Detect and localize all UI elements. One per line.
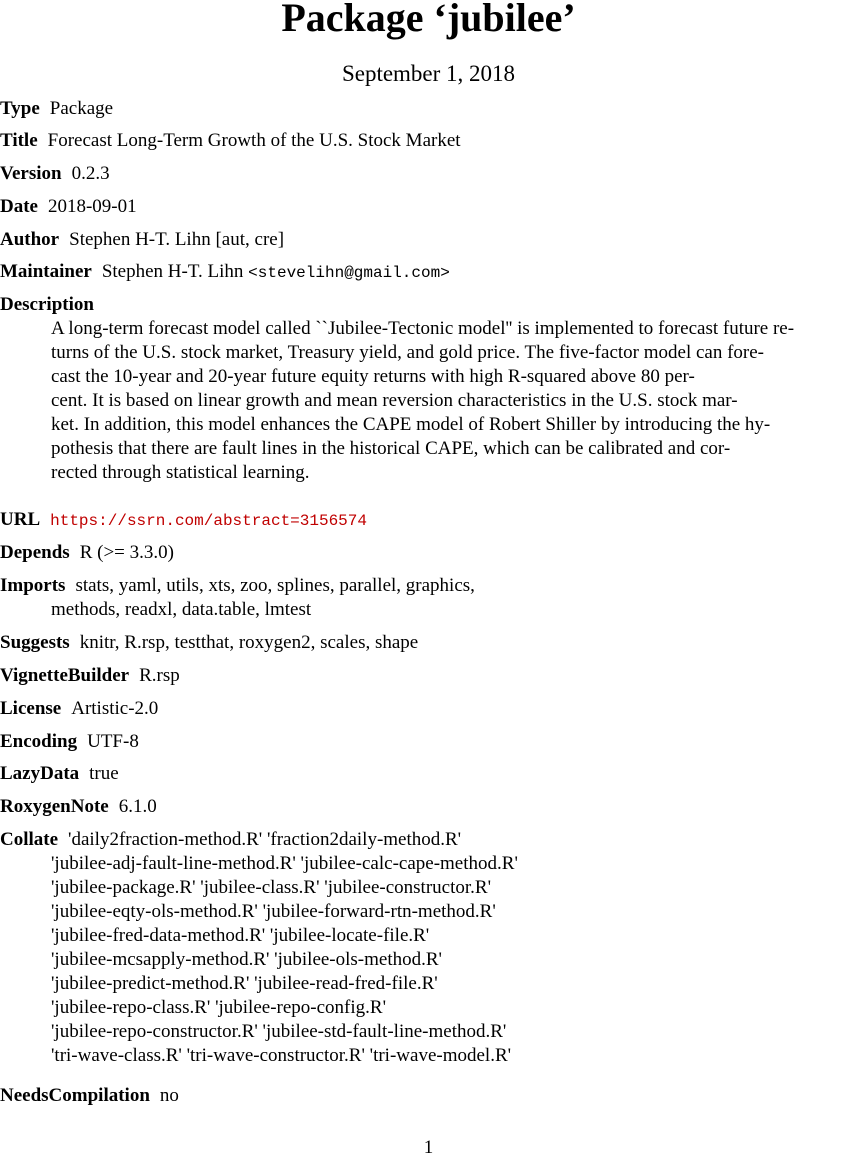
field-value: knitr, R.rsp, testthat, roxygen2, scales, shape [79, 632, 419, 653]
field-label: Author [0, 229, 60, 250]
field-label: Version [0, 163, 62, 184]
collate-line: 'jubilee-mcsapply-method.R' 'jubilee-ols-method.R' [51, 949, 442, 970]
field-value: R (>= 3.3.0) [79, 542, 174, 563]
field-value-continued: methods, readxl, data.table, lmtest [51, 599, 312, 620]
package-title: Package ‘jubilee’ [281, 0, 576, 40]
field-imports [0, 574, 857, 622]
field-label: URL [0, 509, 41, 530]
field-value: 0.2.3 [71, 163, 110, 184]
field-encoding [0, 730, 857, 754]
description-line: turns of the U.S. stock market, Treasury yield, and gold price. The five-factor model can fore- [51, 342, 765, 363]
field-depends [0, 541, 857, 565]
collate-line: 'jubilee-repo-class.R' 'jubilee-repo-config.R' [51, 997, 386, 1018]
collate-line: 'tri-wave-class.R' 'tri-wave-constructor.R' 'tri-wave-model.R' [51, 1045, 512, 1066]
field-value: Stephen H-T. Lihn [aut, cre] [69, 229, 285, 250]
field-label: Encoding [0, 731, 78, 752]
field-description [0, 293, 857, 485]
field-url [0, 508, 857, 533]
field-value: Forecast Long-Term Growth of the U.S. Stock Market [47, 130, 461, 151]
description-line: A long-term forecast model called ``Jubilee-Tectonic model'' is implemented to forecast future re- [51, 318, 795, 339]
field-label: Suggests [0, 632, 70, 653]
field-value: true [89, 763, 119, 784]
field-collate [0, 828, 857, 1068]
maintainer-email: <stevelihn@gmail.com> [248, 264, 450, 282]
field-label: Type [0, 98, 40, 119]
description-line: pothesis that there are fault lines in the historical CAPE, which can be calibrated and cor- [51, 438, 731, 459]
collate-line: 'jubilee-predict-method.R' 'jubilee-read-fred-file.R' [51, 973, 438, 994]
description-line: rected through statistical learning. [51, 462, 310, 483]
field-title [0, 129, 857, 153]
url-link[interactable]: https://ssrn.com/abstract=3156574 [50, 512, 367, 530]
field-suggests [0, 631, 857, 655]
description-line: ket. In addition, this model enhances the CAPE model of Robert Shiller by introducing the hy- [51, 414, 771, 435]
field-vignette-builder [0, 664, 857, 688]
field-type [0, 97, 857, 121]
field-value: UTF-8 [87, 731, 139, 752]
collate-line: 'jubilee-repo-constructor.R' 'jubilee-std-fault-line-method.R' [51, 1021, 507, 1042]
maintainer-name: Stephen H-T. Lihn [101, 261, 244, 282]
field-value: Artistic-2.0 [71, 698, 159, 719]
page-number: 1 [423, 1137, 434, 1158]
collate-line: 'jubilee-adj-fault-line-method.R' 'jubilee-calc-cape-method.R' [51, 853, 518, 874]
field-author [0, 228, 857, 252]
field-value: 2018-09-01 [47, 196, 137, 217]
field-label: Title [0, 130, 38, 151]
field-label: VignetteBuilder [0, 665, 130, 686]
field-value: stats, yaml, utils, xts, zoo, splines, parallel, graphics, [75, 575, 475, 596]
collate-line: 'jubilee-fred-data-method.R' 'jubilee-locate-file.R' [51, 925, 430, 946]
field-label: Maintainer [0, 261, 92, 282]
field-label: LazyData [0, 763, 80, 784]
description-line: cast the 10-year and 20-year future equity returns with high R-squared above 80 per- [51, 366, 695, 387]
field-value: no [159, 1085, 179, 1106]
field-label: RoxygenNote [0, 796, 109, 817]
field-roxygen-note [0, 795, 857, 819]
field-version [0, 162, 857, 186]
field-value: Package [49, 98, 114, 119]
field-label: License [0, 698, 62, 719]
field-label: Description [0, 294, 94, 315]
document-date: September 1, 2018 [341, 61, 516, 86]
field-lazy-data [0, 762, 857, 786]
collate-line: 'jubilee-eqty-ols-method.R' 'jubilee-forward-rtn-method.R' [51, 901, 496, 922]
field-value: 'daily2fraction-method.R' 'fraction2daily-method.R' [68, 829, 462, 850]
field-label: Imports [0, 575, 66, 596]
field-label: Date [0, 196, 38, 217]
field-license [0, 697, 857, 721]
field-value: 6.1.0 [118, 796, 157, 817]
field-needs-compilation [0, 1084, 857, 1108]
description-line: cent. It is based on linear growth and mean reversion characteristics in the U.S. stock mar- [51, 390, 738, 411]
field-value: R.rsp [139, 665, 180, 686]
collate-line: 'jubilee-package.R' 'jubilee-class.R' 'jubilee-constructor.R' [51, 877, 491, 898]
field-date [0, 195, 857, 219]
field-maintainer [0, 260, 857, 285]
field-label: NeedsCompilation [0, 1085, 150, 1106]
description-text [0, 317, 857, 485]
field-label: Depends [0, 542, 70, 563]
field-label: Collate [0, 829, 59, 850]
